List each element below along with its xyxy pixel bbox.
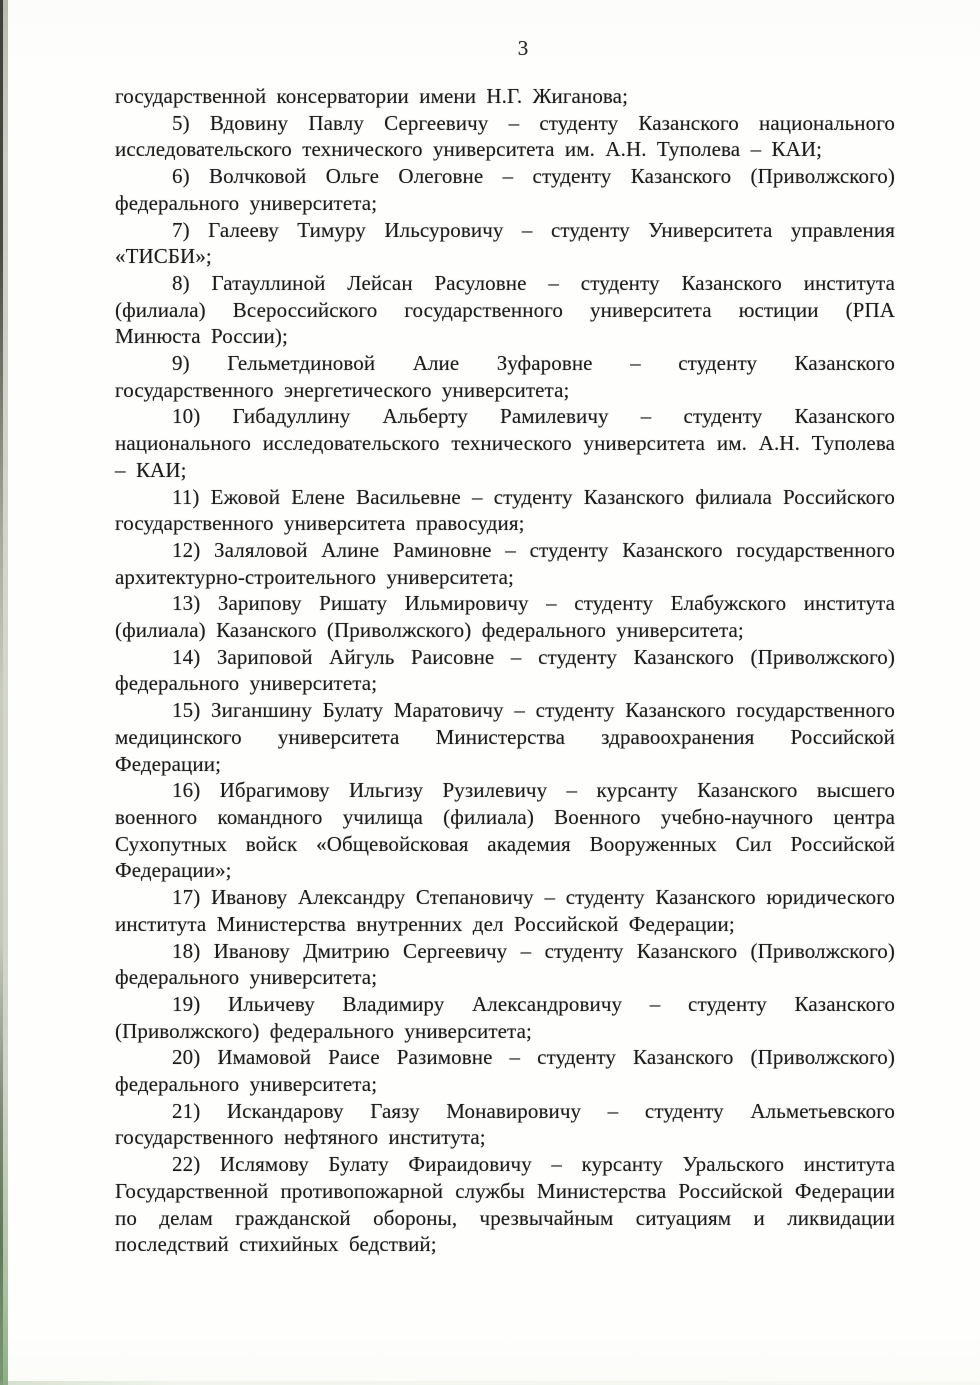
list-item-paragraph: 12) Заляловой Алине Раминовне – студенту Казанского государственного архитектурно-строительного университета; <box>115 537 895 589</box>
list-item-paragraph: 17) Иванову Александру Степановичу – студенту Казанского юридического института Министерства внутренних дел Российской Федерации; <box>115 885 895 936</box>
list-item-paragraph: 7) Галееву Тимуру Ильсуровичу – студенту Университета управления «ТИСБИ»; <box>115 217 895 269</box>
list-item-paragraph: 10) Гибадуллину Альберту Рамилевичу – студенту Казанского национального исследовательского технического университета им. А.Н. Туполева – КАИ; <box>115 404 895 482</box>
list-item-paragraph: 8) Гатауллиной Лейсан Расуловне – студенту Казанского института (филиала) Всероссийского государственного университета юстиции (РПА Минюста России); <box>115 270 895 349</box>
list-item-paragraph: 16) Ибрагимову Ильгизу Рузилевичу – курсанту Казанского высшего военного командного училища (филиала) Военного учебно-научного центра Сухопутных войск «Общевойсковая академия Вооруженных Сил Российской Федерации»; <box>115 778 895 883</box>
list-item-paragraph: 11) Ежовой Елене Васильевне – студенту Казанского филиала Российского государственного университета правосудия; <box>115 484 895 536</box>
list-item-paragraph: 14) Зариповой Айгуль Раисовне – студенту Казанского (Приволжского) федерального университета; <box>115 644 895 696</box>
scan-edge-shadow <box>0 0 3 1385</box>
list-item-paragraph: 5) Вдовину Павлу Сергеевичу – студенту Казанского национального исследовательского технического университета им. А.Н. Туполева – КАИ; <box>115 110 895 162</box>
continuation-paragraph: государственной консерватории имени Н.Г. Жиганова; <box>115 84 629 108</box>
list-item-paragraph: 6) Волчковой Ольге Олеговне – студенту Казанского (Приволжского) федерального университета; <box>115 164 895 215</box>
list-item-paragraph: 22) Ислямову Булату Фираидовичу – курсанту Уральского института Государственной противопожарной службы Министерства Российской Федерации по делам гражданской обороны, чрезвычайным ситуациям и ликвидации последствий стихийных бедствий; <box>115 1152 895 1257</box>
list-item-paragraph: 21) Искандарову Гаязу Монавировичу – студенту Альметьевского государственного нефтяного института; <box>115 1098 895 1150</box>
list-item-paragraph: 18) Иванову Дмитрию Сергеевичу – студенту Казанского (Приволжского) федерального университета; <box>115 938 895 990</box>
list-item-paragraph: 15) Зиганшину Булату Маратовичу – студенту Казанского государственного медицинского университета Министерства здравоохранения Российской Федерации; <box>115 698 895 776</box>
list-item-paragraph: 9) Гельметдиновой Алие Зуфаровне – студенту Казанского государственного энергетического университета; <box>115 351 895 402</box>
list-item-paragraph: 20) Имамовой Раисе Разимовне – студенту Казанского (Приволжского) федерального университета; <box>115 1045 895 1097</box>
page-number: 3 <box>517 36 529 60</box>
document-body <box>115 83 895 1258</box>
scan-edge-bottom-artifact <box>0 1381 980 1385</box>
list-item-paragraph: 13) Зарипову Ришату Ильмировичу – студенту Елабужского института (филиала) Казанского (Приволжского) федерального университета; <box>115 591 895 643</box>
list-item-paragraph: 19) Ильичеву Владимиру Александровичу – студенту Казанского (Приволжского) федерального университета; <box>115 991 895 1043</box>
